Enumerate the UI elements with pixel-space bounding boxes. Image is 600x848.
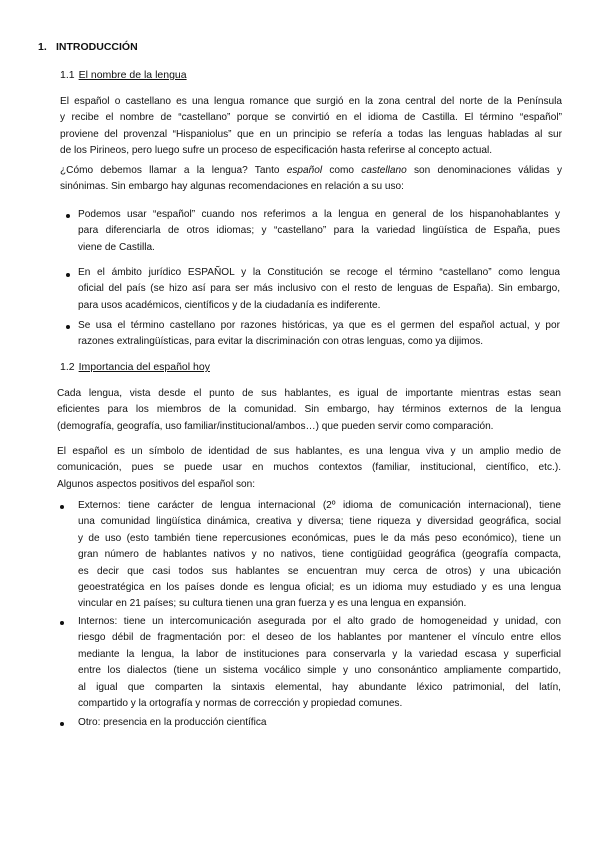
text-line: una comunidad lingüística dinámica, creativa y diversa; tiene riqueza y diversidad geográfica, social (78, 516, 561, 528)
bullet-icon (66, 214, 70, 218)
list-item (78, 318, 560, 351)
text-line: Cada lengua, vista desde el punto de sus hablantes, es igual de importante mientras estas sean (57, 388, 561, 399)
bullet-icon (60, 505, 64, 509)
bullet-icon (60, 621, 64, 625)
text-line: para usos académicos, científicos y de la ciudadanía es indiferente. (78, 299, 381, 311)
main-heading (38, 41, 138, 53)
text-line: compartido y la ortografía y normas de corrección y propiedad comunes. (78, 698, 403, 710)
text-run: son denominaciones válidas y (406, 165, 562, 176)
italic-term: español (286, 165, 323, 176)
text-line: Podemos usar “español” cuando nos referimos a la lengua en general de los hispanohablantes y (78, 209, 560, 220)
heading-title: INTRODUCCIÓN (56, 41, 138, 53)
text-line: para diferenciarla de otros idiomas; y “castellano” para la variedad lingüística de España, pues (78, 225, 560, 237)
heading-number: 1. (38, 41, 47, 53)
text-line: El español o castellano es una lengua romance que surgió en la zona central del norte de la Península (60, 96, 562, 107)
text-line: comunicación, pues se puede usar en muchos contextos (familiar, institucional, científico, etc.). (57, 462, 561, 474)
bullet-icon (66, 273, 70, 277)
paragraph-nombre (60, 94, 562, 160)
list-item (78, 265, 560, 314)
section-title: El nombre de la lengua (78, 69, 187, 81)
paragraph-simbolo (57, 444, 561, 493)
section-title: Importancia del español hoy (78, 361, 210, 373)
text-line: entre los dialectos (tiene un sistema vocálico simple y uno consonántico ampliamente compartido, (78, 665, 561, 677)
section-1-2-heading (60, 361, 210, 373)
text-line: razones extralingüísticas, para evitar la discriminación con otras lenguas, como ya dijimos. (78, 336, 484, 348)
text-line: al igual que comparten la sintaxis elemental, hay abundante léxico patrimonial, del latín, (78, 681, 561, 693)
text-line: En el ámbito jurídico ESPAÑOL y la Constitución se recoge el término “castellano” como lengua (78, 267, 560, 278)
list-item-otro (78, 715, 561, 731)
text-line: riesgo débil de fragmentación por: el deseo de los hablantes por mantener el vínculo entre ellos (78, 632, 561, 644)
text-line: eficientes para los miembros de la comunidad. Sin embargo, hay términos externos de la lengua (57, 404, 561, 416)
text-line (60, 163, 562, 179)
text-line: gran número de hablantes nativos y no nativos, tiene contigüidad geográfica (geografía compacta, (78, 549, 561, 561)
list-item-externos (78, 498, 561, 613)
text-line: viene de Castilla. (78, 241, 155, 253)
text-line: Internos: tiene un intercomunicación asegurada por el alto grado de homogeneidad y unidad, con (78, 616, 561, 627)
text-line: geoestratégica en los países donde es lengua oficial; es un idioma muy estudiado y es una lengua (78, 582, 561, 594)
text-line: vincular en 21 países; su cultura tienen una gran fuerza y es una lengua en expansión. (78, 598, 467, 610)
text-line: El español es un símbolo de identidad de sus hablantes, es una lengua viva y un amplio medio de (57, 446, 561, 457)
list-item-internos (78, 614, 561, 712)
text-line: de los Pirineos, pero luego sufre un proceso de especificación hasta referirse al concepto actual. (60, 145, 493, 157)
text-run: como (322, 165, 362, 176)
bullet-icon (60, 722, 64, 726)
italic-term: castellano (361, 165, 407, 176)
text-line: mediante la lengua, la labor de instituciones para conservarla y la variedad escasa y superficial (78, 648, 561, 660)
section-number: 1.2 (60, 361, 75, 373)
text-line: sinónimas. Sin embargo hay algunas recomendaciones en relación a su uso: (60, 181, 404, 193)
paragraph-como-llamar (60, 163, 562, 196)
text-line: (demografía, geografía, uso familiar/institucional/ambos…) que pueden servir como comparación. (57, 420, 494, 432)
section-1-1-heading (60, 69, 187, 81)
text-line: Externos: tiene carácter de lengua internacional (2º idioma de comunicación internacional), tiene (78, 500, 561, 511)
text-line: Se usa el término castellano por razones históricas, ya que es el germen del español actual, y por (78, 320, 560, 331)
text-line: y de uso (esto también tiene repercusiones económicas, pues le da más peso económico), tiene un (78, 532, 561, 544)
paragraph-cada-lengua (57, 386, 561, 435)
text-line: Otro: presencia en la producción científica (78, 717, 267, 728)
text-line: proviene del provenzal “Hispaniolus” que en un principio se refería a todas las lenguas habladas al sur (60, 128, 562, 140)
list-item (78, 207, 560, 256)
section-number: 1.1 (60, 69, 75, 81)
text-line: oficial del país (se hizo así para ser más inclusivo con el resto de lenguas de España). Sin embargo, (78, 283, 560, 295)
text-line: Algunos aspectos positivos del español son: (57, 478, 256, 490)
text-run: ¿Cómo debemos llamar a la lengua? Tanto (60, 165, 287, 176)
text-line: y recibe el nombre de “castellano” porque se convirtió en el idioma de Castilla. El término “español” (60, 112, 562, 124)
text-line: es decir que casi todos sus hablantes se encuentran muy cerca de otros) y una ubicación (78, 565, 561, 577)
bullet-icon (66, 325, 70, 329)
